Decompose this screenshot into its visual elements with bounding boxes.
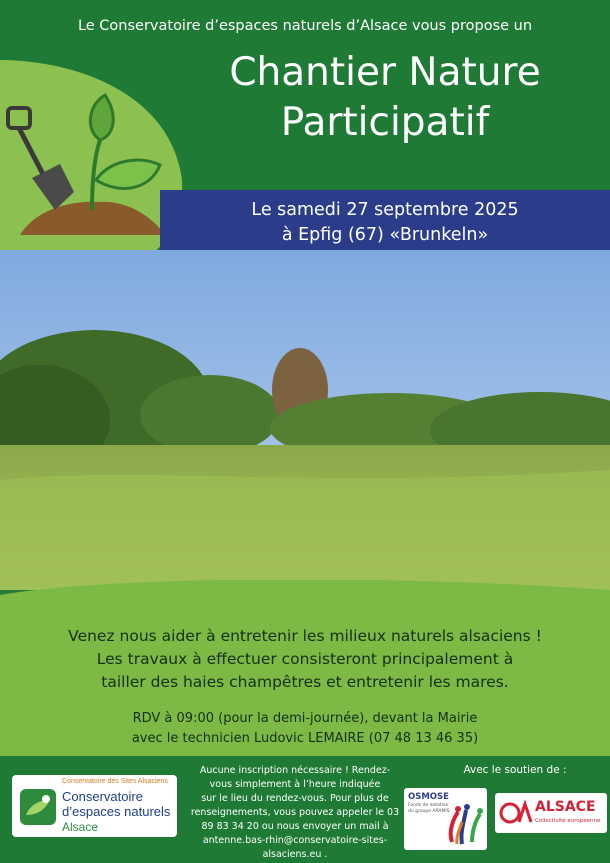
body-line-3: tailler des haies champêtres et entretenir les mares. [101, 673, 509, 691]
rdv-line-2: avec le technicien Ludovic LEMAIRE (07 48 13 46 35) [131, 731, 479, 746]
body-line-2: Les travaux à effectuer consisteront principalement à [96, 650, 514, 668]
alsace-sub: Collectivité européenne [535, 818, 601, 824]
rdv-line-1: RDV à 09:00 (pour la demi-journée), devant la Mairie [132, 711, 478, 726]
footer-info-line: 89 83 34 20 ou nous envoyer un mail à [201, 821, 389, 832]
osmose-name: OSMOSE [408, 792, 449, 802]
event-location: à Epfig (67) «Brunkeln» [281, 225, 489, 245]
cen-logo-line2: d’espaces naturels [62, 804, 171, 819]
cen-logo-line3: Alsace [62, 820, 99, 834]
alsace-emblem-icon [499, 800, 533, 826]
body-line-1: Venez nous aider à entretenir les milieux naturels alsaciens ! [68, 627, 542, 645]
support-label: Avec le soutien de : [463, 764, 567, 776]
cen-logo-line1: Conservatoire [62, 789, 143, 804]
footer-info-line: antenne.bas-rhin@conservatoire-sites- [202, 835, 388, 846]
osmose-figures-icon [444, 802, 484, 846]
meadow-photo [0, 250, 610, 590]
intro-text: Le Conservatoire d’espaces naturels d’Alsace vous propose un [77, 18, 533, 34]
cen-logo-small: Conservatoire des Sites Alsaciens [62, 778, 168, 785]
footer-info-line: renseignements, vous pouvez appeler le 03 [190, 807, 400, 818]
cen-emblem-icon [18, 787, 58, 827]
cen-logo [12, 775, 177, 837]
footer-info-line: sur le lieu du rendez-vous. Pour plus de [201, 793, 389, 804]
footer-info-line: alsaciens.eu . [262, 849, 328, 860]
footer-info-line: Aucune inscription nécessaire ! Rendez- [199, 765, 391, 776]
footer-info [180, 764, 410, 862]
footer-info-line: vous simplement à l’heure indiquée [209, 779, 381, 790]
alsace-logo [495, 793, 607, 833]
title-line-1: Chantier Nature [229, 50, 541, 95]
osmose-sub-1: Fonds de dotation [408, 803, 449, 808]
title-line-2: Participatif [280, 100, 490, 145]
event-date: Le samedi 27 septembre 2025 [251, 200, 519, 220]
page-title [160, 48, 610, 148]
osmose-sub-2: du groupe ARAMIS [408, 809, 450, 814]
osmose-logo [404, 788, 487, 850]
alsace-name: ALSACE [535, 799, 596, 815]
